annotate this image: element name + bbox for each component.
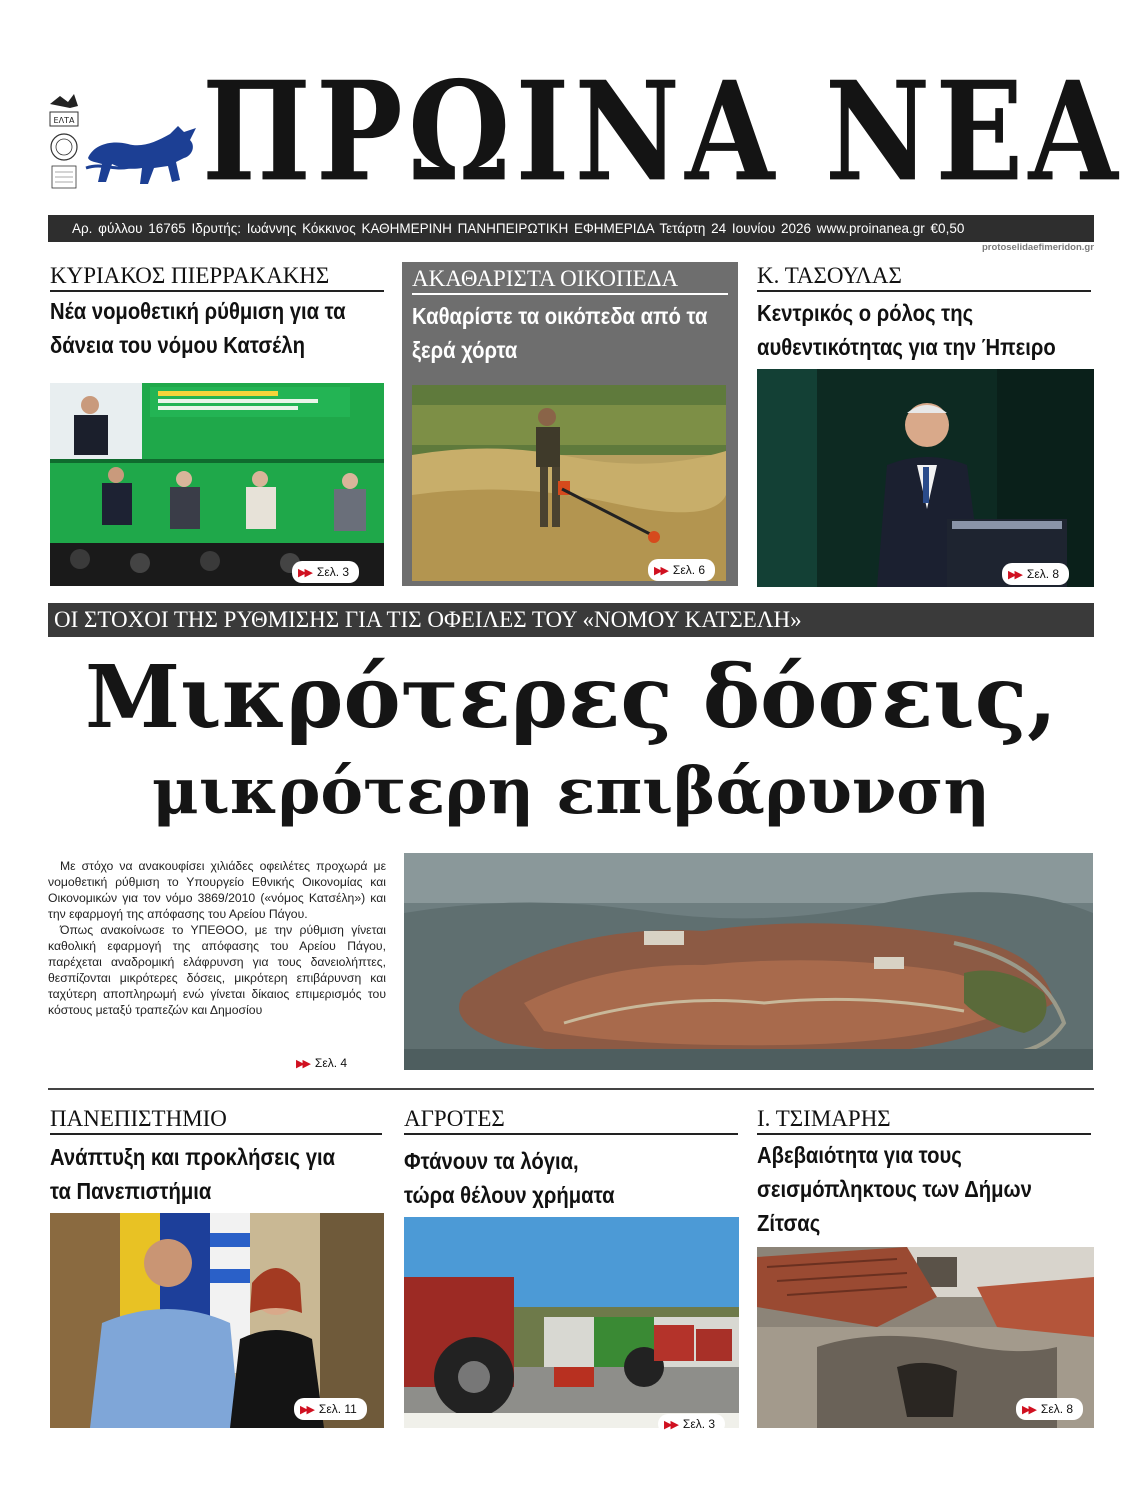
headline-line: Κεντρικός ο ρόλος της (757, 300, 974, 326)
headline-line: Φτάνουν τα λόγια, (404, 1148, 579, 1174)
page-ref-11[interactable] (294, 1398, 367, 1420)
headline-line: τώρα θέλουν χρήματα (404, 1182, 615, 1208)
page-ref-6[interactable] (648, 559, 715, 581)
double-arrow-icon: ▶▶ (300, 1404, 313, 1416)
headline-line: δάνεια του νόμου Κατσέλη (50, 332, 305, 358)
double-arrow-icon: ▶▶ (654, 565, 667, 577)
story-headline-loans[interactable] (50, 294, 384, 362)
double-arrow-icon: ▶▶ (1022, 1404, 1035, 1416)
headline-line: τα Πανεπιστήμια (50, 1178, 212, 1204)
story-headline-epirus[interactable] (757, 296, 1091, 364)
main-story-strapline: ΟΙ ΣΤΟΧΟΙ ΤΗΣ ΡΥΘΜΙΣΗΣ ΓΙΑ ΤΙΣ ΟΦΕΙΛΕΣ ΤΟΥ «ΝΟΜΟΥ ΚΑΤΣΕΛΗ» (48, 603, 1094, 637)
double-arrow-icon: ▶▶ (296, 1058, 309, 1070)
page-ref-3-bottom[interactable] (658, 1414, 725, 1434)
headline-line: σεισμόπληκτους των Δήμων Ζίτσας (757, 1176, 1032, 1236)
story-kicker-tasoulas: Κ. ΤΑΣΟΥΛΑΣ (757, 262, 1091, 292)
newspaper-title[interactable]: ΠΡΩΙΝΑ ΝΕΑ (202, 50, 1124, 212)
main-story-body (48, 858, 386, 1018)
story-headline-farmers[interactable] (404, 1144, 738, 1212)
story-kicker-plots: ΑΚΑΘΑΡΙΣΤΑ ΟΙΚΟΠΕΔΑ (412, 265, 728, 295)
page-ref-8[interactable] (1002, 563, 1069, 585)
conference-panel-photo[interactable] (50, 383, 384, 586)
grass-trimmer-photo[interactable] (412, 385, 726, 581)
double-arrow-icon: ▶▶ (664, 1419, 677, 1431)
page-ref-text: Σελ. 4 (314, 1056, 348, 1070)
story-kicker-tsimaris: Ι. ΤΣΙΜΑΡΗΣ (757, 1105, 1091, 1135)
double-arrow-icon: ▶▶ (1008, 569, 1021, 581)
body-paragraph: Με στόχο να ανακουφίσει χιλιάδες οφειλέτες προχωρά με νομοθετική ρύθμιση το Υπουργείο Εθνικής Οικονομίας και Οικονομικών για τον νόμο 3869/2010 («νόμος Κατσέλη») και την εφαρμογή της απόφασης του Αρείου Πάγου. (48, 859, 386, 921)
main-headline[interactable]: Μικρότερες δόσεις, (84, 647, 1058, 748)
story-kicker-university: ΠΑΝΕΠΙΣΤΗΜΙΟ (50, 1105, 382, 1135)
page-ref-text: Σελ. 6 (672, 563, 706, 577)
page-ref-text: Σελ. 8 (1026, 567, 1060, 581)
headline-line: Αβεβαιότητα για τους (757, 1142, 962, 1168)
story-kicker-pierrakakis: ΚΥΡΙΑΚΟΣ ΠΙΕΡΡΑΚΑΚΗΣ (50, 262, 384, 292)
headline-line: Νέα νομοθετική ρύθμιση για τα (50, 298, 346, 324)
source-watermark: protoselidaefimeridon.gr (982, 242, 1094, 253)
bull-logo-icon (84, 122, 202, 188)
headline-line: Ανάπτυξη και προκλήσεις για (50, 1144, 336, 1170)
story-headline-universities[interactable] (50, 1140, 384, 1208)
page-ref-text: Σελ. 8 (1040, 1402, 1074, 1416)
page-ref-text: Σελ. 3 (682, 1417, 716, 1431)
elta-stamp-icon (46, 92, 82, 192)
tractors-photo[interactable] (404, 1217, 739, 1428)
university-officials-photo[interactable] (50, 1213, 384, 1428)
page-ref-3[interactable] (292, 561, 359, 583)
page-ref-4[interactable] (290, 1053, 357, 1073)
headline-line: Καθαρίστε τα οικόπεδα από τα (412, 303, 708, 329)
story-kicker-farmers: ΑΓΡΟΤΕΣ (404, 1105, 738, 1135)
main-subheadline[interactable]: μικρότερη επιβάρυνση (152, 754, 990, 829)
aerial-city-photo[interactable] (404, 853, 1093, 1070)
page-ref-8-bottom[interactable] (1016, 1398, 1083, 1420)
page-ref-text: Σελ. 3 (316, 565, 350, 579)
issue-info-bar: Αρ. φύλλου 16765 Ιδρυτής: Ιωάννης Κόκκινος ΚΑΘΗΜΕΡΙΝΗ ΠΑΝΗΠΕΙΡΩΤΙΚΗ ΕΦΗΜΕΡΙΔΑ Τετάρτη 24 Ιουνίου 2026 www.proinanea.gr €0,50 (48, 215, 1094, 242)
body-paragraph: Όπως ανακοίνωσε το ΥΠΕΘΟΟ, με την ρύθμιση γίνεται καθολική εφαρμογή της απόφασης του Αρείου Πάγου, παρέχεται αναδρομική ελάφρυνση για τους δανειολήπτες, θεσπίζονται μικρότερες δόσεις, μικρότερη επιβάρυνση και ταχύτερη αποπληρωμή ενώ γίνεται δίκαιος επιμερισμός του κόστους μεταξύ τραπεζών και Δημοσίου (48, 923, 386, 1017)
stamp-text: ΕΛΤΑ (53, 116, 75, 125)
page-ref-text: Σελ. 11 (318, 1402, 357, 1416)
section-divider (48, 1088, 1094, 1090)
double-arrow-icon: ▶▶ (298, 567, 311, 579)
speaker-podium-photo[interactable] (757, 369, 1094, 587)
headline-line: αυθεντικότητας για την Ήπειρο (757, 334, 1056, 360)
story-headline-clean-plots[interactable] (412, 299, 738, 367)
headline-line: ξερά χόρτα (412, 337, 518, 363)
